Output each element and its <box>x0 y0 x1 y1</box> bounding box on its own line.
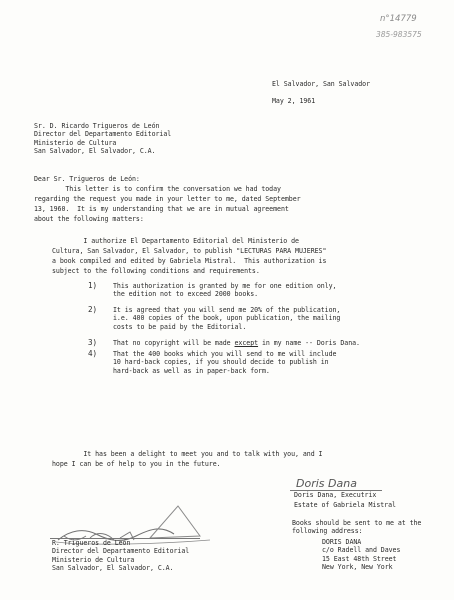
letter-place: El Salvador, San Salvador <box>272 80 370 88</box>
condition-line: i.e. 400 copies of the book, upon publication, the mailing <box>113 314 341 323</box>
recipient-city: San Salvador, El Salvador, C.A. <box>34 147 156 156</box>
underlined-word-except: except <box>234 339 259 347</box>
intro-paragraph <box>34 185 301 223</box>
recipient-org: Ministerio de Cultura <box>34 138 117 147</box>
condition-number: 2) <box>88 305 98 314</box>
closing-paragraph <box>52 450 322 468</box>
paragraph-line: I authorize El Departamento Editorial del Ministerio de <box>52 237 299 245</box>
signatory-trigueros-name: R. Trigueros de León <box>52 539 131 547</box>
signatory-dana-estate: Estate of Gabriela Mistral <box>294 501 396 509</box>
paragraph-line: Cultura, San Salvador, El Salvador, to publish "LECTURAS PARA MUJERES" <box>52 246 327 255</box>
authorization-paragraph <box>52 237 326 275</box>
paragraph-line: hope I can be of help to you in the future. <box>52 459 221 468</box>
archive-mark-code: 385-983575 <box>376 30 422 39</box>
send-to-instruction-2: following address: <box>292 527 363 536</box>
condition-text-after: in my name -- Doris Dana. <box>258 339 360 347</box>
paragraph-line: This letter is to confirm the conversation we had today <box>34 185 281 193</box>
signature-doris-dana: Doris Dana <box>296 477 357 490</box>
send-to-block <box>292 519 421 536</box>
condition-text-before: That no copyright will be made <box>113 339 235 347</box>
condition-number: 3) <box>88 338 98 347</box>
address-name: DORIS DANA <box>322 538 362 546</box>
condition-line: 10 hard-back copies, if you should decide to publish in <box>113 358 329 367</box>
send-to-instruction-1: Books should be sent to me at the <box>292 519 422 527</box>
recipient-block <box>34 122 171 156</box>
condition-line: It is agreed that you will send me 20% of the publication, <box>113 306 341 314</box>
signatory-trigueros-city: San Salvador, El Salvador, C.A. <box>52 564 174 573</box>
condition-line: costs to be paid by the Editorial. <box>113 322 247 331</box>
signatory-trigueros-org: Ministerio de Cultura <box>52 555 135 564</box>
condition-number: 1) <box>88 281 98 290</box>
condition-line: hard-back as well as in paper-back form. <box>113 366 270 375</box>
condition-line: That the 400 books which you will send to me will include <box>113 350 337 358</box>
recipient-name: Sr. D. Ricardo Trigueros de León <box>34 122 160 130</box>
archive-mark-number: n°14779 <box>380 14 417 24</box>
paragraph-line: regarding the request you made in your letter to me, dated September <box>34 194 301 203</box>
letter-date: May 2, 1961 <box>272 97 316 105</box>
address-care-of: c/o Radell and Daves <box>322 546 401 555</box>
condition-number: 4) <box>88 349 98 358</box>
condition-line: the edition not to exceed 2000 books. <box>113 290 259 299</box>
paragraph-line: 13, 1960. It is my understanding that we are in mutual agreement <box>34 204 289 213</box>
salutation: Dear Sr. Trigueros de León: <box>34 175 140 183</box>
signatory-dana-name: Doris Dana, Executrix <box>294 491 377 499</box>
address-street: 15 East 48th Street <box>322 554 397 563</box>
recipient-title: Director del Departamento Editorial <box>34 130 172 139</box>
paragraph-line: subject to the following conditions and requirements. <box>52 266 260 275</box>
signatory-trigueros-title: Director del Departamento Editorial <box>52 547 190 556</box>
paragraph-line: a book compiled and edited by Gabriela Mistral. This authorization is <box>52 256 327 265</box>
condition-line: This authorization is granted by me for one edition only, <box>113 282 337 290</box>
paragraph-line: about the following matters: <box>34 214 144 223</box>
send-to-address <box>322 538 400 572</box>
address-city: New York, New York <box>322 563 393 572</box>
paragraph-line: It has been a delight to meet you and to talk with you, and I <box>52 450 323 458</box>
signatory-trigueros-block <box>52 539 189 573</box>
condition-line <box>113 339 360 347</box>
